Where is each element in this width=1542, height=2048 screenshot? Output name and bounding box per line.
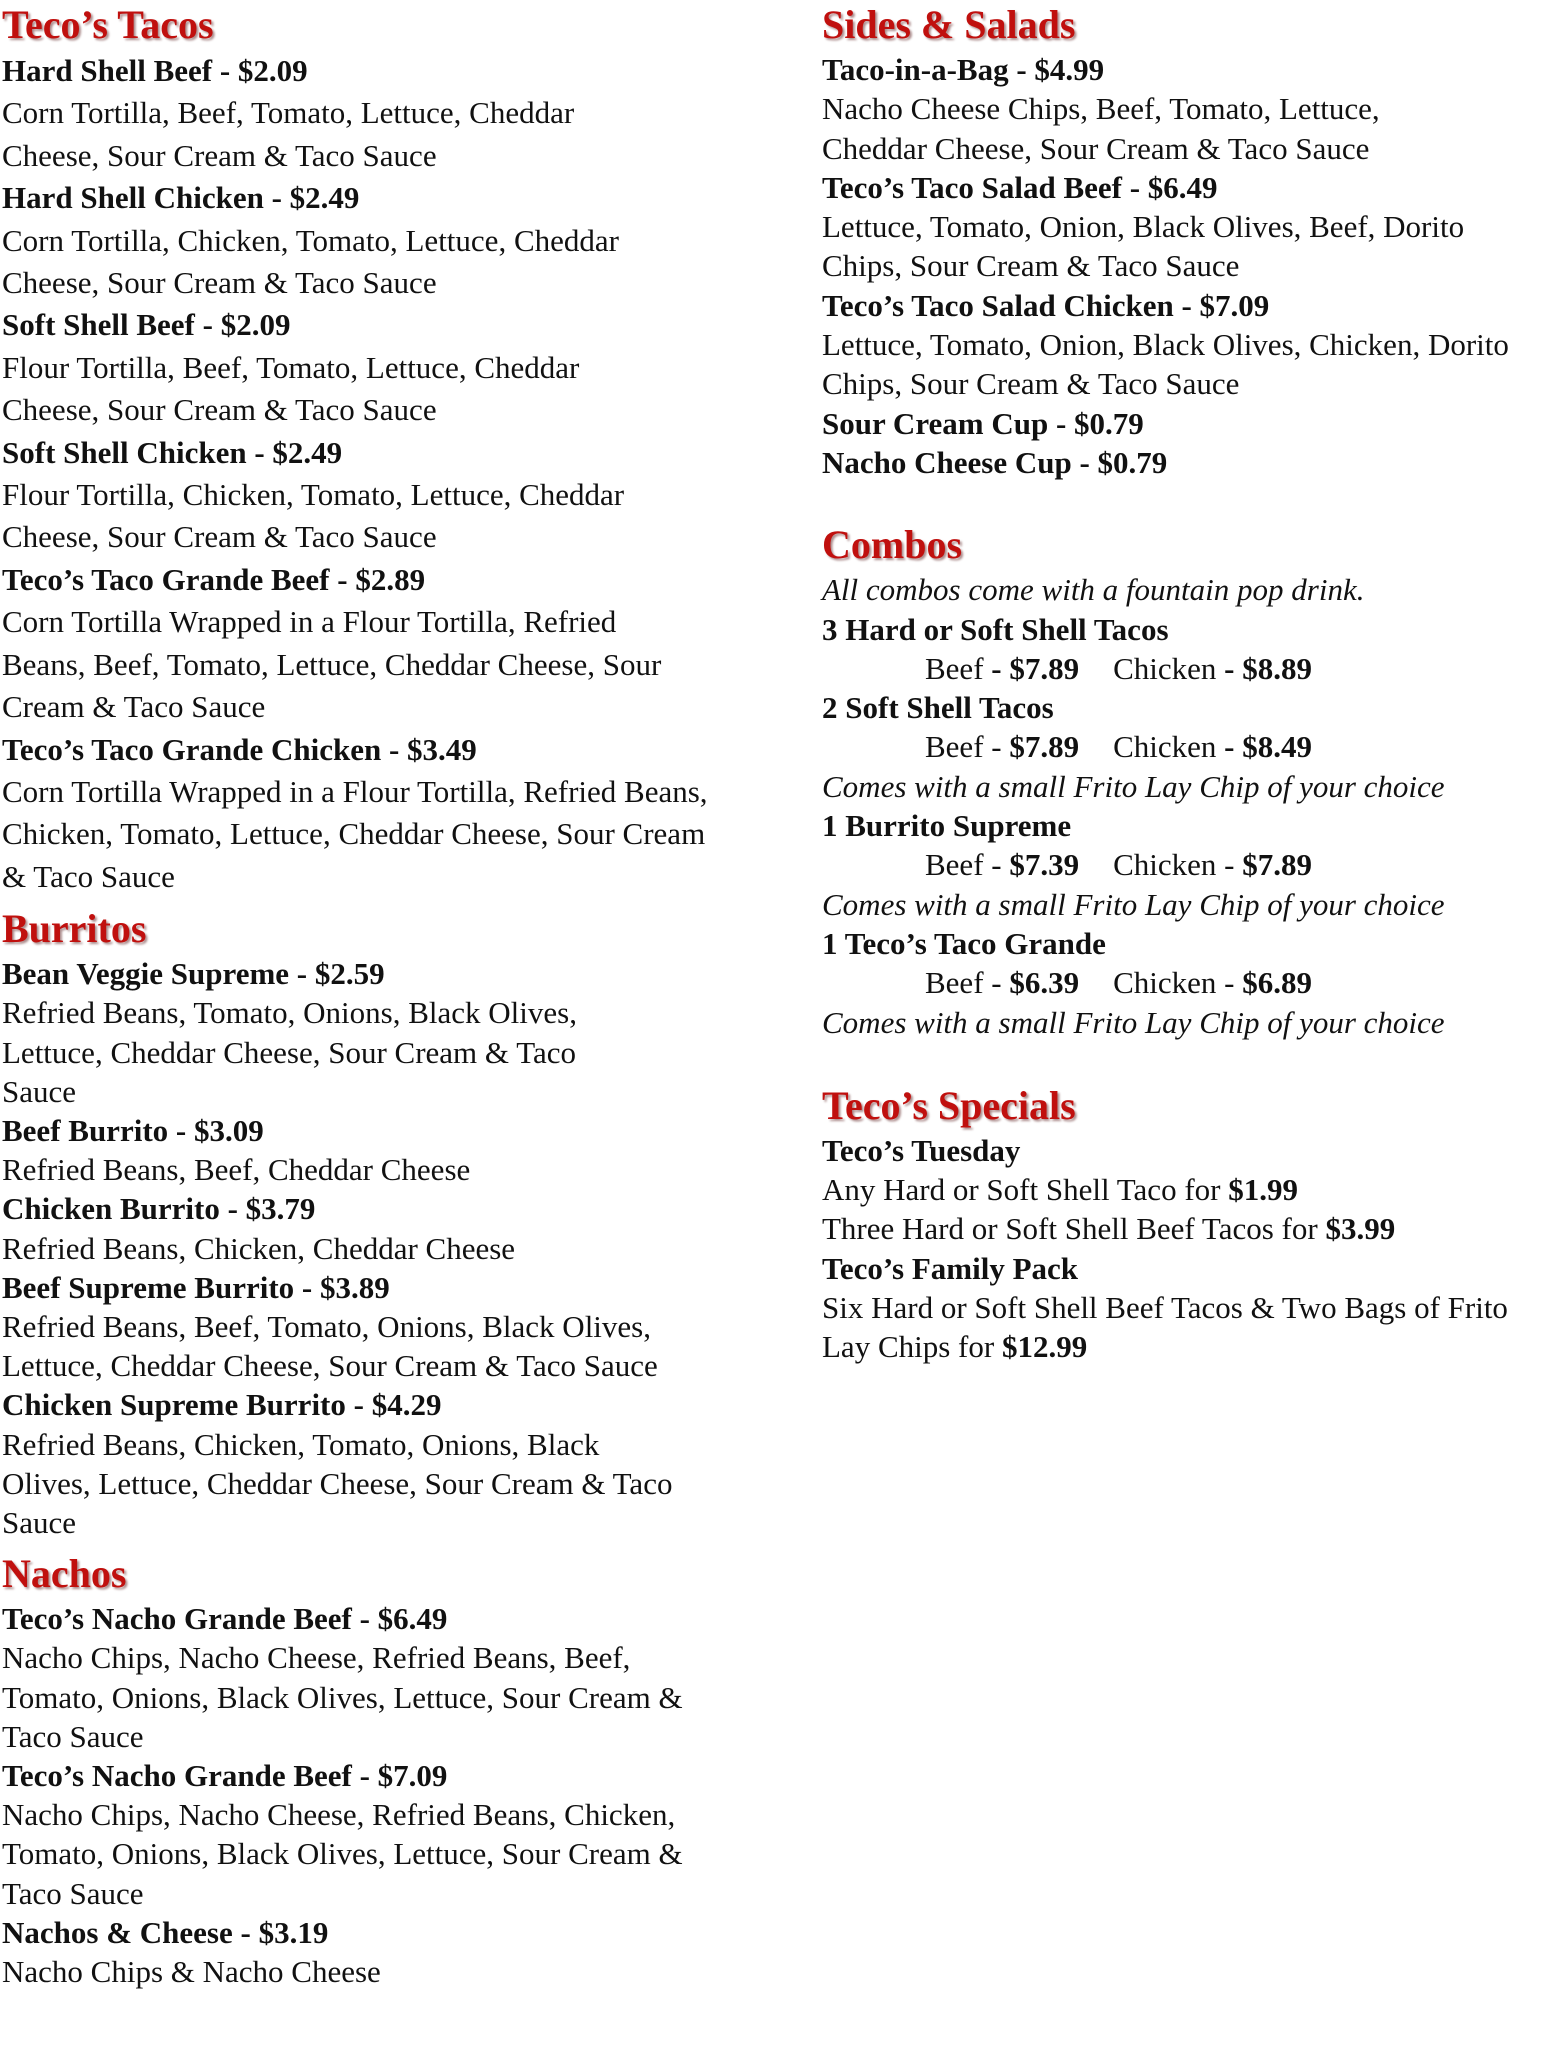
menu-item: [822, 50, 1540, 168]
special-title-family: Teco’s Family Pack: [822, 1250, 1079, 1286]
item-title: Sour Cream Cup - $0.79: [822, 405, 1144, 441]
chicken-label: Chicken -: [1113, 847, 1235, 883]
item-description: Refried Beans, Beef, Tomato, Onions, Black Olives, Lettuce, Cheddar Cheese, Sour Cream & Taco Sauce: [2, 1308, 658, 1384]
menu-item: [2, 1189, 802, 1267]
tacos-section: [2, 0, 802, 898]
menu-item: [2, 1111, 802, 1189]
item-title: Teco’s Taco Salad Beef - $6.49: [822, 169, 1218, 205]
right-column: [822, 0, 1540, 1367]
menu-item: [2, 1913, 802, 1991]
item-description: Corn Tortilla Wrapped in a Flour Tortilla, Refried Beans, Chicken, Tomato, Lettuce, Cheddar Cheese, Sour Cream & Taco Sauce: [2, 773, 708, 894]
item-title: Teco’s Taco Grande Beef - $2.89: [2, 561, 426, 597]
item-title: Taco-in-a-Bag - $4.99: [822, 52, 1105, 87]
item-title: Hard Shell Chicken - $2.49: [2, 180, 360, 216]
section-title-combos: Combos: [822, 522, 963, 568]
item-description: Flour Tortilla, Chicken, Tomato, Lettuce, Cheddar Cheese, Sour Cream & Taco Sauce: [2, 477, 625, 555]
menu-item: [2, 432, 802, 559]
menu-item: [2, 1599, 802, 1756]
special-text: Any Hard or Soft Shell Taco for: [822, 1172, 1221, 1208]
item-title: Teco’s Taco Salad Chicken - $7.09: [822, 287, 1270, 323]
item-title: Teco’s Nacho Grande Beef - $7.09: [2, 1757, 448, 1793]
combos-section: [822, 520, 1540, 1042]
item-description: Refried Beans, Chicken, Cheddar Cheese: [2, 1230, 516, 1266]
menu-item: [2, 1268, 802, 1386]
combo-prices: [822, 727, 1540, 766]
chicken-price: $6.89: [1242, 965, 1312, 1001]
item-title: 1 Burrito Supreme: [822, 808, 1072, 844]
menu-item: [822, 168, 1540, 286]
item-description: Lettuce, Tomato, Onion, Black Olives, Beef, Dorito Chips, Sour Cream & Taco Sauce: [822, 209, 1465, 284]
item-description: Nacho Chips, Nacho Cheese, Refried Beans, Beef, Tomato, Onions, Black Olives, Lettuce, Sour Cream & Taco Sauce: [2, 1640, 683, 1754]
special-line: [822, 1209, 1540, 1248]
special-text: Six Hard or Soft Shell Beef Tacos & Two Bags of Frito Lay Chips for: [822, 1290, 1508, 1365]
item-title: Teco’s Taco Grande Chicken - $3.49: [2, 731, 477, 767]
special-text: Three Hard or Soft Shell Beef Tacos for: [822, 1211, 1318, 1247]
chicken-price: - $8.49: [1224, 729, 1312, 765]
combo-prices: [822, 963, 1540, 1002]
item-title: Chicken Burrito - $3.79: [2, 1191, 316, 1227]
menu-item: [2, 729, 802, 899]
item-description: Refried Beans, Tomato, Onions, Black Olives, Lettuce, Cheddar Cheese, Sour Cream & Taco Sauce: [2, 995, 577, 1109]
specials-section: [822, 1081, 1540, 1367]
chicken-price: $7.89: [1242, 847, 1312, 883]
chicken-label: Chicken: [1113, 729, 1217, 765]
combo-item: [822, 924, 1540, 1042]
left-column: [2, 0, 802, 1991]
chicken-label: Chicken: [1113, 650, 1217, 686]
item-description: Flour Tortilla, Beef, Tomato, Lettuce, Cheddar Cheese, Sour Cream & Taco Sauce: [2, 349, 580, 428]
menu-item: [2, 304, 802, 431]
nachos-section: [2, 1549, 802, 1991]
combo-item: [822, 610, 1540, 689]
item-title: Beef Supreme Burrito - $3.89: [2, 1269, 390, 1305]
item-description: Corn Tortilla Wrapped in a Flour Tortilla, Refried Beans, Beef, Tomato, Lettuce, Cheddar Cheese, Sour Cream & Taco Sauce: [2, 604, 662, 725]
item-description: Corn Tortilla, Beef, Tomato, Lettuce, Cheddar Cheese, Sour Cream & Taco Sauce: [2, 95, 575, 173]
item-description: Lettuce, Tomato, Onion, Black Olives, Chicken, Dorito Chips, Sour Cream & Taco Sauce: [822, 327, 1509, 402]
combo-note: Comes with a small Frito Lay Chip of your choice: [822, 886, 1445, 922]
beef-price: $7.89: [1009, 729, 1080, 765]
item-title: Nachos & Cheese - $3.19: [2, 1914, 329, 1950]
special-title-tuesday: Teco’s Tuesday: [822, 1132, 1021, 1168]
combo-prices: [822, 649, 1540, 688]
special-line: [822, 1170, 1540, 1209]
item-title: 2 Soft Shell Tacos: [822, 690, 1054, 726]
menu-item: [2, 559, 802, 729]
combo-note: Comes with a small Frito Lay Chip of your choice: [822, 768, 1445, 804]
item-description: Nacho Cheese Chips, Beef, Tomato, Lettuce, Cheddar Cheese, Sour Cream & Taco Sauce: [822, 91, 1380, 166]
combo-prices: [822, 845, 1540, 884]
item-title: Soft Shell Beef - $2.09: [2, 307, 291, 343]
section-title-nachos: Nachos: [2, 1551, 127, 1597]
beef-label: Beef -: [925, 847, 1002, 883]
combos-intro: All combos come with a fountain pop drink.: [822, 572, 1365, 608]
menu-item: [822, 286, 1540, 404]
beef-price: $7.39: [1009, 847, 1080, 883]
item-title: Hard Shell Beef - $2.09: [2, 53, 308, 88]
menu-item: [2, 50, 802, 177]
beef-price: - $7.89: [991, 650, 1080, 686]
item-description: Corn Tortilla, Chicken, Tomato, Lettuce, Cheddar Cheese, Sour Cream & Taco Sauce: [2, 222, 619, 301]
section-title-sides: Sides & Salads: [822, 2, 1076, 47]
item-title: Chicken Supreme Burrito - $4.29: [2, 1387, 442, 1423]
section-title-burritos: Burritos: [2, 906, 147, 952]
item-description: Nacho Chips & Nacho Cheese: [2, 1954, 381, 1989]
item-title: 1 Teco’s Taco Grande: [822, 925, 1106, 961]
item-title: 3 Hard or Soft Shell Tacos: [822, 611, 1169, 647]
special-line: [822, 1288, 1522, 1367]
item-description: Refried Beans, Chicken, Tomato, Onions, Black Olives, Lettuce, Cheddar Cheese, Sour Cream & Taco Sauce: [2, 1426, 673, 1540]
menu-item: [2, 1756, 802, 1913]
menu-item: [2, 1385, 802, 1542]
burritos-section: [2, 904, 802, 1542]
chicken-label: Chicken -: [1113, 965, 1235, 1001]
beef-label: Beef: [925, 650, 984, 686]
menu-item: [2, 954, 802, 1111]
beef-label: Beef -: [925, 965, 1002, 1001]
sides-section: [822, 0, 1540, 482]
item-description: Refried Beans, Beef, Cheddar Cheese: [2, 1152, 471, 1188]
menu-item: [2, 177, 802, 304]
chicken-price: - $8.89: [1224, 650, 1312, 686]
beef-price: $6.39: [1009, 965, 1080, 1001]
combo-note: Comes with a small Frito Lay Chip of your choice: [822, 1004, 1445, 1040]
section-title-specials: Teco’s Specials: [822, 1082, 1076, 1128]
item-title: Soft Shell Chicken - $2.49: [2, 434, 343, 470]
beef-label: Beef -: [925, 729, 1002, 765]
item-title: Beef Burrito - $3.09: [2, 1112, 264, 1148]
item-description: Nacho Chips, Nacho Cheese, Refried Beans, Chicken, Tomato, Onions, Black Olives, Lettuce, Sour Cream & Taco Sauce: [2, 1797, 683, 1911]
combo-item: [822, 688, 1540, 806]
section-title-tacos: Teco’s Tacos: [2, 2, 214, 47]
special-price: $3.99: [1325, 1211, 1396, 1247]
item-title: Bean Veggie Supreme - $2.59: [2, 956, 385, 992]
special-price: $1.99: [1228, 1172, 1298, 1208]
combo-item: [822, 806, 1540, 924]
special-price: $12.99: [1001, 1329, 1088, 1365]
item-title: Nacho Cheese Cup - $0.79: [822, 444, 1168, 480]
item-title: Teco’s Nacho Grande Beef - $6.49: [2, 1601, 448, 1637]
